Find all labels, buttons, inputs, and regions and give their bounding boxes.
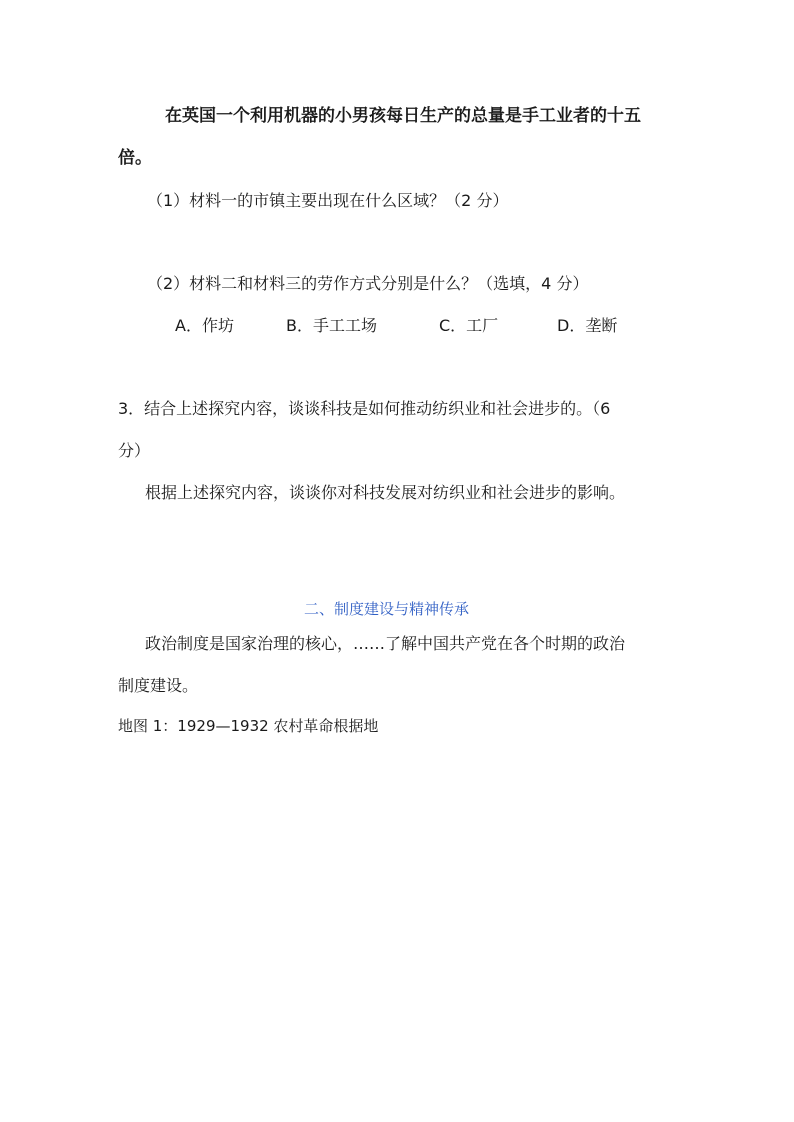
option-c: C．工厂: [439, 316, 499, 335]
question-2-options: [175, 316, 635, 336]
question-1: （1）材料一的市镇主要出现在什么区域？（2 分）: [147, 191, 509, 210]
material-text-line-1: 在英国一个利用机器的小男孩每日生产的总量是手工业者的十五: [165, 106, 641, 126]
option-a: A．作坊: [175, 316, 234, 335]
section-two-title: 二、制度建设与精神传承: [304, 600, 470, 618]
question-2-prompt: （2）材料二和材料三的劳作方式分别是什么？（选填，4 分）: [147, 274, 589, 293]
section-two-intro-line-2: 制度建设。: [118, 676, 199, 695]
question-3-line-2: 分）: [118, 441, 151, 460]
question-3-line-1: 3．结合上述探究内容，谈谈科技是如何推动纺织业和社会进步的。（6: [118, 399, 611, 418]
option-b: B．手工工场: [286, 316, 377, 335]
question-3-prompt: 根据上述探究内容，谈谈你对科技发展对纺织业和社会进步的影响。: [145, 483, 626, 502]
map-caption: 地图 1：1929—1932 农村革命根据地: [118, 717, 379, 735]
material-text-line-2: 倍。: [118, 148, 152, 168]
option-d: D．垄断: [557, 316, 618, 335]
section-two-intro-line-1: 政治制度是国家治理的核心，……了解中国共产党在各个时期的政治: [145, 634, 626, 653]
